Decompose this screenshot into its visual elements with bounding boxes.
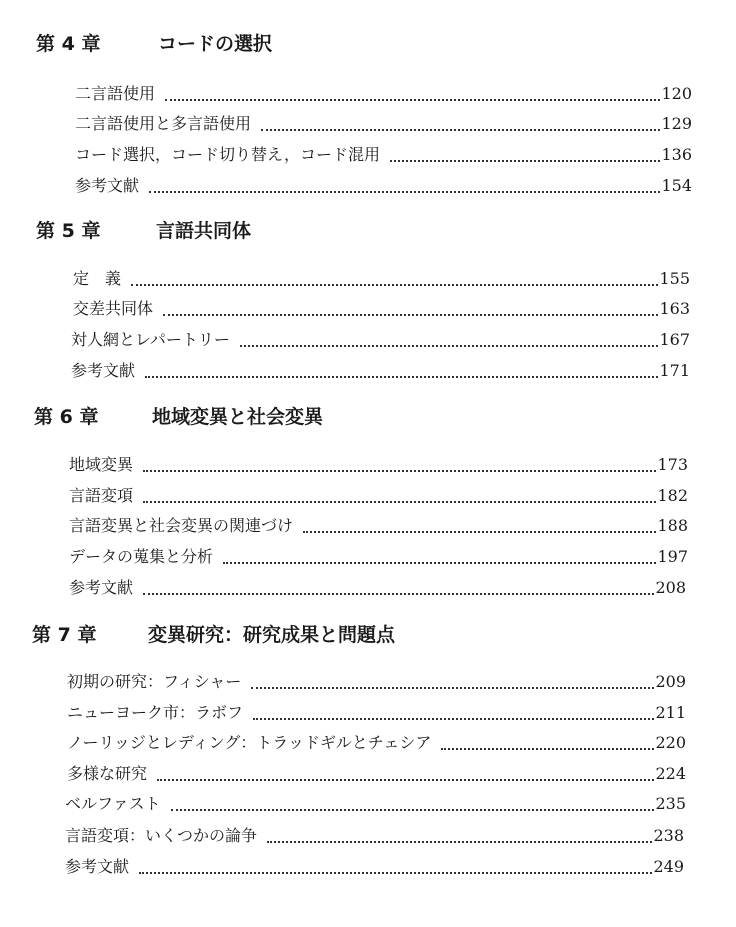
- entry-title: 言語変異と社会変異の関連づけ: [69, 516, 294, 535]
- entry-title: ベルファスト: [65, 794, 161, 813]
- toc-entry[interactable]: [73, 267, 690, 291]
- dot-leader: [253, 717, 654, 720]
- chapter-title: コードの選択: [158, 33, 273, 55]
- dot-leader: [145, 375, 658, 378]
- chapter-title: 言語共同体: [156, 220, 252, 242]
- chapter-title: 変異研究：研究成果と問題点: [148, 624, 396, 646]
- toc-entry[interactable]: [69, 453, 688, 477]
- toc-entry[interactable]: [69, 576, 686, 600]
- entry-page-number: 208: [655, 578, 686, 597]
- entry-title: 交差共同体: [73, 299, 154, 318]
- entry-page-number: 211: [655, 703, 686, 722]
- dot-leader: [143, 469, 656, 472]
- entry-page-number: 155: [659, 269, 690, 288]
- dot-leader: [261, 128, 660, 131]
- entry-page-number: 136: [661, 145, 692, 164]
- chapter-number: 第 4 章: [36, 33, 101, 55]
- dot-leader: [171, 808, 655, 811]
- entry-page-number: 224: [655, 764, 686, 783]
- toc-entry[interactable]: [75, 174, 692, 198]
- toc-entry[interactable]: [71, 328, 690, 352]
- toc-entry[interactable]: [67, 670, 686, 694]
- entry-page-number: 235: [655, 794, 686, 813]
- toc-entry[interactable]: [75, 143, 692, 167]
- toc-entry[interactable]: [73, 297, 690, 321]
- toc-entry[interactable]: [67, 731, 686, 755]
- dot-leader: [139, 871, 652, 874]
- dot-leader: [267, 840, 652, 843]
- toc-entry[interactable]: [75, 112, 692, 136]
- toc-entry[interactable]: [65, 824, 684, 848]
- entry-page-number: 182: [657, 486, 688, 505]
- entry-title: 言語変項: [69, 486, 134, 505]
- toc-entry[interactable]: [67, 762, 686, 786]
- dot-leader: [441, 747, 654, 750]
- toc-entry[interactable]: [65, 855, 684, 879]
- dot-leader: [223, 561, 656, 564]
- dot-leader: [131, 283, 658, 286]
- entry-page-number: 120: [661, 84, 692, 103]
- entry-title: 参考文献: [71, 361, 136, 380]
- dot-leader: [303, 530, 656, 533]
- chapter-heading: [36, 31, 273, 57]
- entry-title: 地域変異: [69, 455, 134, 474]
- dot-leader: [157, 778, 654, 781]
- entry-page-number: 171: [659, 361, 690, 380]
- entry-page-number: 249: [653, 857, 684, 876]
- toc-entry[interactable]: [69, 484, 688, 508]
- entry-title: 参考文献: [69, 578, 134, 597]
- entry-title: 参考文献: [65, 857, 130, 876]
- toc-entry[interactable]: [69, 514, 688, 538]
- toc-entry[interactable]: [69, 545, 688, 569]
- entry-page-number: 163: [659, 299, 690, 318]
- entry-page-number: 220: [655, 733, 686, 752]
- entry-page-number: 197: [657, 547, 688, 566]
- entry-title: 初期の研究：フィシャー: [67, 672, 242, 691]
- chapter-number: 第 7 章: [32, 624, 97, 646]
- entry-title: データの蒐集と分析: [69, 547, 214, 566]
- entry-title: コード選択，コード切り替え，コード混用: [75, 145, 380, 164]
- entry-title: 二言語使用と多言語使用: [75, 114, 252, 133]
- entry-page-number: 129: [661, 114, 692, 133]
- entry-page-number: 238: [653, 826, 684, 845]
- entry-title: 対人網とレパートリー: [71, 330, 230, 349]
- entry-page-number: 209: [655, 672, 686, 691]
- toc-entry[interactable]: [65, 792, 686, 816]
- entry-title: ニューヨーク市：ラボフ: [67, 703, 244, 722]
- entry-page-number: 173: [657, 455, 688, 474]
- entry-title: 定 義: [73, 269, 122, 288]
- entry-title: 参考文献: [75, 176, 140, 195]
- entry-title: ノーリッジとレディング：トラッドギルとチェシア: [67, 733, 432, 752]
- chapter-heading: [32, 622, 396, 648]
- entry-page-number: 167: [659, 330, 690, 349]
- dot-leader: [240, 344, 659, 347]
- entry-page-number: 188: [657, 516, 688, 535]
- dot-leader: [143, 500, 656, 503]
- entry-title: 多様な研究: [67, 764, 148, 783]
- chapter-heading: [36, 218, 252, 244]
- toc-entry[interactable]: [75, 82, 692, 106]
- chapter-number: 第 6 章: [34, 406, 99, 428]
- dot-leader: [143, 592, 654, 595]
- dot-leader: [149, 190, 660, 193]
- entry-title: 二言語使用: [75, 84, 156, 103]
- dot-leader: [251, 686, 654, 689]
- chapter-heading: [34, 404, 324, 430]
- dot-leader: [390, 159, 660, 162]
- toc-entry[interactable]: [67, 701, 686, 725]
- entry-title: 言語変項：いくつかの論争: [65, 826, 258, 845]
- chapter-number: 第 5 章: [36, 220, 101, 242]
- toc-entry[interactable]: [71, 359, 690, 383]
- entry-page-number: 154: [661, 176, 692, 195]
- chapter-title: 地域変異と社会変異: [152, 406, 324, 428]
- dot-leader: [163, 313, 658, 316]
- dot-leader: [165, 98, 660, 101]
